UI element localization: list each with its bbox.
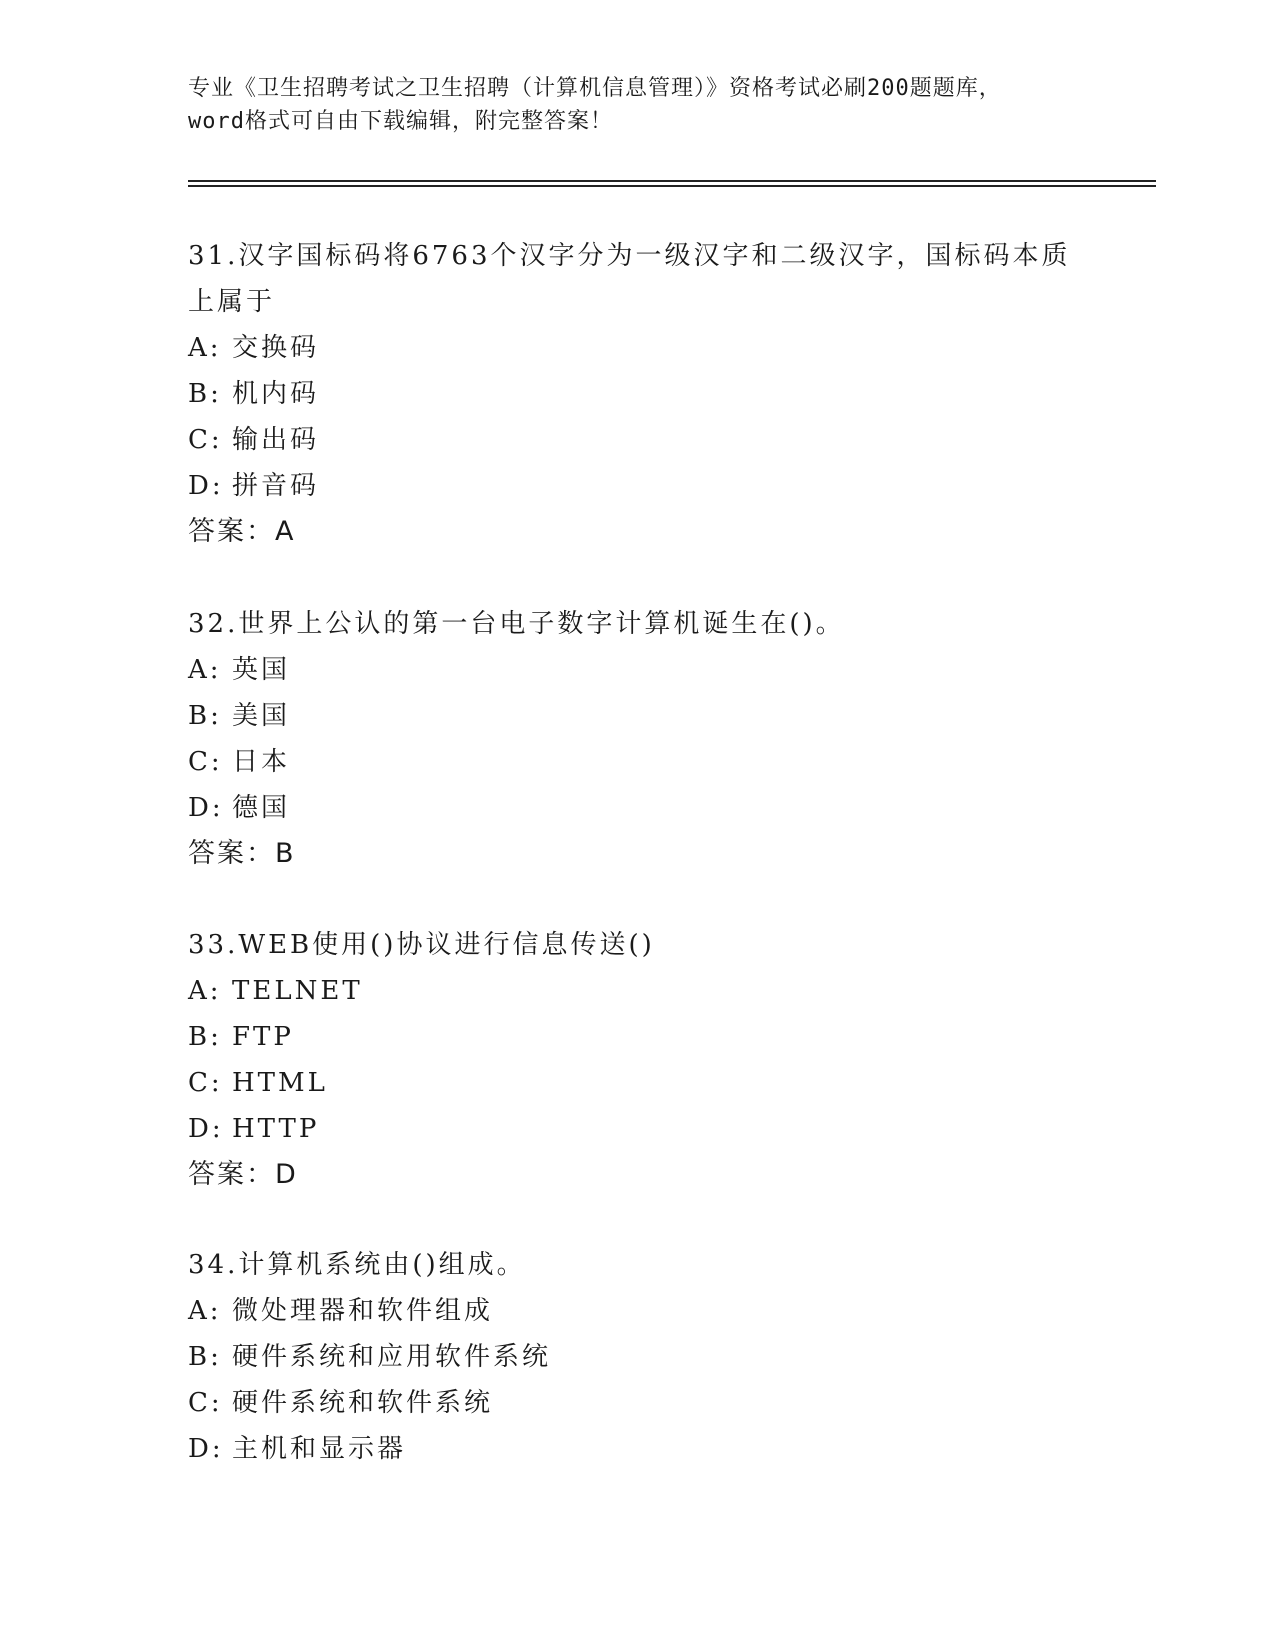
question-32 bbox=[188, 601, 1088, 877]
question-stem: 34.计算机系统由()组成。 bbox=[188, 1250, 526, 1280]
option-a bbox=[188, 647, 1088, 693]
option-key: B: bbox=[188, 1342, 222, 1372]
option-key: A: bbox=[188, 1296, 222, 1326]
option-key: D: bbox=[188, 1114, 224, 1144]
option-key: D: bbox=[188, 471, 224, 501]
option-d bbox=[188, 1426, 1088, 1472]
option-text: 德国 bbox=[232, 793, 291, 823]
option-text: 微处理器和软件组成 bbox=[232, 1296, 494, 1326]
option-text: 日本 bbox=[232, 747, 291, 777]
option-text: 英国 bbox=[232, 655, 291, 685]
option-text: 交换码 bbox=[232, 333, 320, 363]
option-key: C: bbox=[188, 1068, 223, 1098]
option-text: 美国 bbox=[232, 701, 291, 731]
option-key: C: bbox=[188, 747, 223, 777]
option-c bbox=[188, 1060, 1088, 1106]
option-key: A: bbox=[188, 976, 222, 1006]
question-33 bbox=[188, 922, 1088, 1198]
option-b bbox=[188, 1014, 1088, 1060]
option-key: A: bbox=[188, 655, 222, 685]
option-key: B: bbox=[188, 1022, 222, 1052]
option-key: C: bbox=[188, 1388, 223, 1418]
question-stem: 32.世界上公认的第一台电子数字计算机诞生在()。 bbox=[188, 609, 845, 639]
option-text: 输出码 bbox=[232, 425, 320, 455]
question-stem: 33.WEB使用()协议进行信息传送() bbox=[188, 930, 655, 960]
option-text: 硬件系统和应用软件系统 bbox=[232, 1342, 552, 1372]
question-stem: 31.汉字国标码将6763个汉字分为一级汉字和二级汉字，国标码本质 bbox=[188, 241, 1071, 271]
option-b bbox=[188, 371, 1088, 417]
option-a bbox=[188, 325, 1088, 371]
option-key: B: bbox=[188, 701, 222, 731]
answer-line: 答案：D bbox=[188, 1159, 298, 1190]
option-key: A: bbox=[188, 333, 222, 363]
option-text: 机内码 bbox=[232, 379, 320, 409]
option-c bbox=[188, 739, 1088, 785]
option-key: B: bbox=[188, 379, 222, 409]
option-a bbox=[188, 1288, 1088, 1334]
option-key: D: bbox=[188, 793, 224, 823]
option-text: 拼音码 bbox=[232, 471, 320, 501]
option-text: FTP bbox=[232, 1022, 294, 1052]
question-31 bbox=[188, 233, 1088, 555]
header-line-2: word格式可自由下载编辑，附完整答案！ bbox=[188, 109, 613, 134]
option-a bbox=[188, 968, 1088, 1014]
option-text: 主机和显示器 bbox=[232, 1434, 407, 1464]
option-key: D: bbox=[188, 1434, 224, 1464]
answer-line: 答案：B bbox=[188, 838, 296, 869]
option-c bbox=[188, 417, 1088, 463]
option-text: 硬件系统和软件系统 bbox=[232, 1388, 494, 1418]
option-text: HTML bbox=[232, 1068, 328, 1098]
option-b bbox=[188, 1334, 1088, 1380]
header-line-1: 专业《卫生招聘考试之卫生招聘（计算机信息管理）》资格考试必刷200题题库， bbox=[188, 76, 1002, 101]
header-divider-bottom bbox=[188, 185, 1156, 187]
option-c bbox=[188, 1380, 1088, 1426]
question-34 bbox=[188, 1242, 1088, 1472]
option-d bbox=[188, 785, 1088, 831]
question-stem-continued: 上属于 bbox=[188, 287, 276, 317]
option-d bbox=[188, 463, 1088, 509]
option-key: C: bbox=[188, 425, 223, 455]
option-text: HTTP bbox=[232, 1114, 320, 1144]
option-d bbox=[188, 1106, 1088, 1152]
option-text: TELNET bbox=[232, 976, 363, 1006]
document-header bbox=[188, 72, 1088, 138]
option-b bbox=[188, 693, 1088, 739]
answer-line: 答案：A bbox=[188, 516, 296, 547]
header-divider-top bbox=[188, 180, 1156, 182]
